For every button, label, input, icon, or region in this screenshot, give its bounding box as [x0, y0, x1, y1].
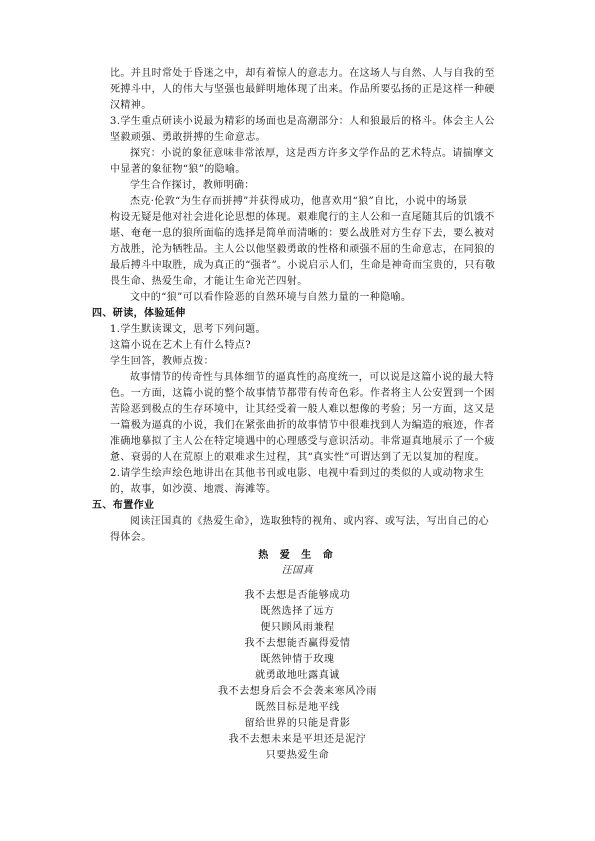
poem-line: 既然钟情于玫瑰 [260, 654, 335, 665]
poem-line: 留给世界的只能是背影 [244, 718, 351, 729]
body-text-line: 学生回答，教师点拨： [110, 356, 214, 367]
body-text-line: 的，故事，如沙漠、地震、海滩等。 [110, 484, 277, 495]
body-text-line: 中显著的象征物“狼”的隐喻。 [110, 164, 246, 175]
body-text-line: 得体会。 [110, 532, 152, 543]
body-text-line: 最后搏斗中取胜，成为真正的“强者”。小说启示人们，生命是神奇而宝贵的，只有敬 [110, 260, 496, 271]
poem-line: 我不去想身后会不会袭来寒风冷雨 [218, 686, 377, 697]
body-text-line: 准确地摹拟了主人公在特定境遇中的心理感受与意识活动。非常逼真地展示了一个疲 [110, 436, 495, 447]
poem-line: 只要热爱生命 [265, 750, 330, 761]
body-text-line: 惫、衰弱的人在荒原上的艰难求生过程，其“真实性”可谓达到了无以复加的程度。 [110, 452, 486, 463]
body-text-line: 一篇极为逼真的小说，我们在紧张曲折的故事情节中很难找到人为编造的痕迹，作者 [110, 420, 495, 431]
body-text-line: 苦险恶到极点的生存环境中，让其经受着一般人难以想像的考验；另一方面，这又是 [110, 404, 495, 415]
body-text-line: 比。并且时常处于昏迷之中，却有着惊人的意志力。在这场人与自然、人与自我的至 [110, 68, 495, 79]
poem-line: 既然选择了远方 [260, 606, 335, 617]
section-heading: 四、研读，体验延伸 [92, 308, 186, 319]
body-text-line: 畏生命、热爱生命，才能让生命光芒四射。 [110, 276, 308, 287]
body-text-line: 汉精神。 [110, 100, 152, 111]
body-text-line: 色。一方面，这篇小说的整个故事情节都带有传奇色彩。作者将主人公安置到一个困 [110, 388, 495, 399]
body-text-line: 2.请学生绘声绘色地讲出在其他书刊或电影、电视中看到过的类似的人或动物求生 [110, 468, 485, 479]
body-text-line: 这篇小说在艺术上有什么特点? [110, 340, 251, 351]
body-text-line: 学生合作探讨，教师明确： [130, 180, 255, 191]
body-text-line: 1.学生默读课文，思考下列问题。 [110, 324, 266, 335]
body-text-line: 探究：小说的象征意味非常浓厚，这是西方许多文学作品的艺术特点。请揣摩文 [130, 148, 494, 159]
poem-line: 就勇敢地吐露真诚 [255, 670, 340, 681]
body-text-line: 文中的“狼”可以看作险恶的自然环境与自然力量的一种隐喻。 [130, 292, 412, 303]
body-text-line: 坚毅顽强、勇敢拼搏的生命意志。 [110, 132, 266, 143]
body-text-line: 故事情节的传奇性与具体细节的逼真性的高度统一，可以说是这篇小说的最大特 [130, 372, 494, 383]
section-heading: 五、布置作业 [92, 500, 155, 511]
body-text-line: 构设无疑是他对社会进化论思想的体现。艰难爬行的主人公和一直尾随其后的饥饿不 [110, 212, 495, 223]
body-text-line: 死搏斗中，人的伟大与坚强也最鲜明地体现了出来。作品所要弘扬的正是这样一种硬 [110, 84, 495, 95]
poem-title: 热 爱 生 命 [258, 550, 337, 561]
body-text-line: 堪、奄奄一息的狼所面临的选择是简单而清晰的：要么战胜对方生存下去，要么被对 [110, 228, 495, 239]
poem-line: 既然目标是地平线 [255, 702, 340, 713]
poem-line: 便只顾风雨兼程 [260, 622, 335, 633]
poem-line: 我不去想未来是平坦还是泥泞 [228, 734, 367, 745]
body-text-line: 3.学生重点研读小说最为精彩的场面也是高潮部分：人和狼最后的格斗。体会主人公 [110, 116, 495, 127]
body-text-line: 阅读汪国真的《热爱生命》，选取独特的视角、或内容、或写法，写出自己的心 [130, 516, 489, 527]
poem-line: 我不去想是否能够成功 [244, 590, 351, 601]
poem-author: 汪国真 [281, 565, 314, 576]
poem-line: 我不去想能否赢得爱情 [244, 638, 351, 649]
body-text-line: 方战胜，沦为牺牲品。主人公以他坚毅勇敢的性格和顽强不屈的生命意志，在同狼的 [110, 244, 495, 255]
body-text-line: 杰克·伦敦“为生存而拼搏”并获得成功，他喜欢用“狼”自比，小说中的场景 [130, 196, 468, 207]
